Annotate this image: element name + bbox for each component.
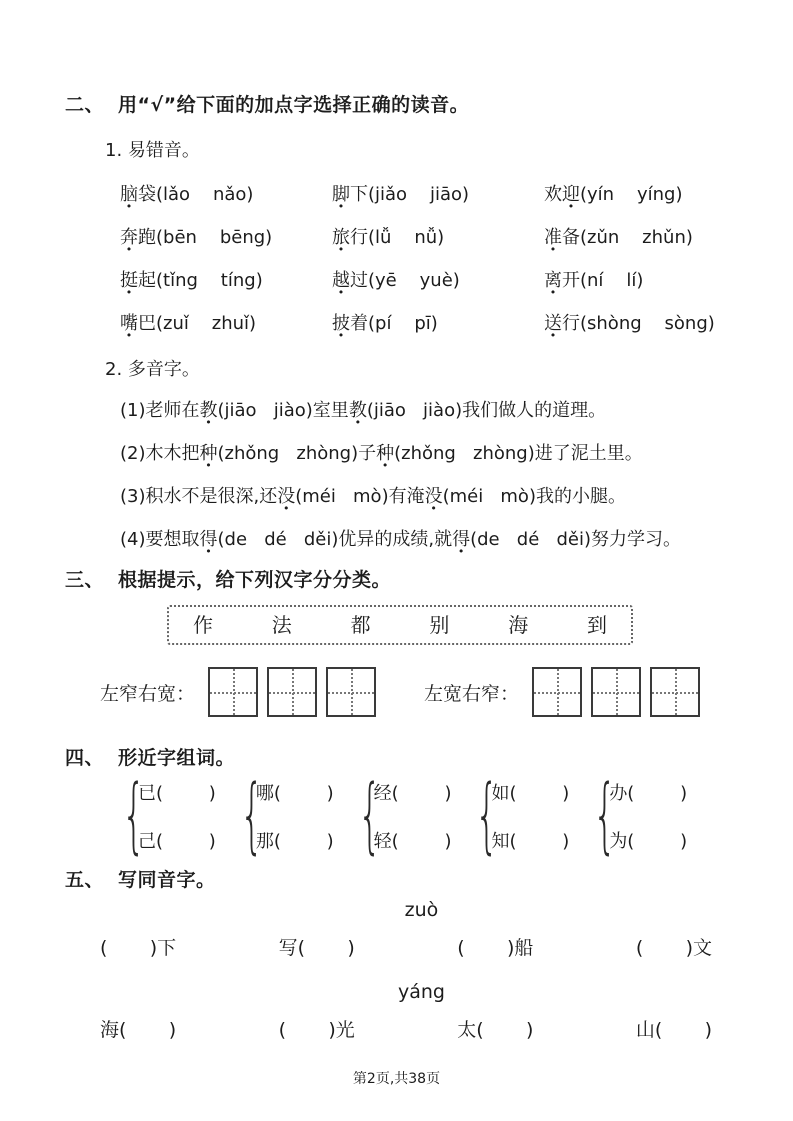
text-run: 着(pí pī) xyxy=(350,313,438,334)
homophone-blank: 海( ) xyxy=(100,1019,177,1041)
homophone-row-1 xyxy=(100,935,712,961)
pronunciation-item xyxy=(120,182,332,208)
text-run: 备(zǔn zhǔn) xyxy=(562,227,693,248)
sentence xyxy=(120,432,728,475)
pronunciation-item xyxy=(544,182,728,208)
similar-character-pairs xyxy=(122,768,728,863)
homophone-blank: 山( ) xyxy=(635,1019,712,1041)
text-run: 下(jiǎo jiāo) xyxy=(350,184,470,205)
writing-grid-cell xyxy=(326,667,376,717)
dotted-character: 送 xyxy=(544,313,562,334)
text-run: (jiāo jiào)室里 xyxy=(217,400,349,421)
homophone-blank: ( )光 xyxy=(278,1019,355,1041)
text-run: (zhǒng zhòng)进了泥土里。 xyxy=(394,443,643,464)
pronunciation-item xyxy=(544,225,728,251)
dotted-character: 旅 xyxy=(332,227,350,248)
brace-icon: { xyxy=(593,768,617,863)
pair-word-blank: 经( ) xyxy=(373,783,452,804)
text-run: 袋(lǎo nǎo) xyxy=(138,184,254,205)
text-run: (zhǒng zhòng)子 xyxy=(217,443,377,464)
section-3-number: 三、 xyxy=(65,569,105,591)
similar-char-pair xyxy=(593,768,688,863)
section-3-title: 根据提示，给下列汉字分分类。 xyxy=(118,569,392,591)
dotted-character: 种 xyxy=(199,443,218,464)
section-3-heading xyxy=(65,567,728,593)
dotted-character: 脑 xyxy=(120,184,138,205)
pair-word-blank: 己( ) xyxy=(138,831,216,852)
box-character: 海 xyxy=(508,613,529,637)
dotted-character: 没 xyxy=(424,486,443,507)
dotted-character: 脚 xyxy=(332,184,350,205)
writing-grid-cell xyxy=(591,667,641,717)
pronunciation-item xyxy=(332,311,544,337)
dotted-character: 挺 xyxy=(120,270,138,291)
pronunciation-item xyxy=(544,311,728,337)
left-wide-label: 左宽右窄： xyxy=(424,682,520,705)
section-4-title: 形近字组词。 xyxy=(118,747,236,769)
text-run: 欢 xyxy=(544,184,562,205)
text-run: (méi mò)有淹 xyxy=(295,486,425,507)
text-run: 过(yē yuè) xyxy=(350,270,460,291)
similar-char-pair xyxy=(475,768,570,863)
dotted-character: 教 xyxy=(348,400,367,421)
pronunciation-item xyxy=(544,268,728,294)
text-run: (4)要想取 xyxy=(120,529,200,550)
section-2-title: 用“√”给下面的加点字选择正确的读音。 xyxy=(118,94,470,116)
pinyin-label-zuo: zuò xyxy=(404,899,439,921)
dotted-character: 离 xyxy=(544,270,562,291)
dotted-character: 没 xyxy=(277,486,296,507)
sub-heading-1: 1. 易错音。 xyxy=(105,140,200,161)
text-run: (2)木木把 xyxy=(120,443,200,464)
pronunciation-item xyxy=(120,225,332,251)
text-run: 起(tǐng tíng) xyxy=(138,270,263,291)
dotted-character: 准 xyxy=(544,227,562,248)
pronunciation-item xyxy=(332,268,544,294)
character-box xyxy=(167,605,633,645)
sentence xyxy=(120,518,728,561)
sentence xyxy=(120,475,728,518)
pronunciation-grid xyxy=(120,182,728,337)
box-character: 作 xyxy=(193,613,213,637)
text-run: (méi mò)我的小腿。 xyxy=(442,486,626,507)
text-run: 巴(zuǐ zhuǐ) xyxy=(138,313,257,334)
brace-icon: { xyxy=(122,768,146,863)
pair-word-blank: 轻( ) xyxy=(373,831,452,852)
text-run: (jiāo jiào)我们做人的道理。 xyxy=(366,400,607,421)
text-run: 跑(bēn bēng) xyxy=(138,227,273,248)
box-character: 别 xyxy=(429,613,450,637)
text-run: 行(shòng sòng) xyxy=(562,313,715,334)
dotted-character: 奔 xyxy=(120,227,138,248)
polyphone-sentences xyxy=(120,389,728,561)
text-run: 开(ní lí) xyxy=(562,270,644,291)
text-run: 行(lǚ nǚ) xyxy=(350,227,445,248)
text-run: (3)积水不是很深,还 xyxy=(120,486,278,507)
dotted-character: 得 xyxy=(199,529,218,550)
page-number-footer: 第2页,共38页 xyxy=(352,1071,441,1087)
classification-row xyxy=(100,667,728,717)
dotted-character: 披 xyxy=(332,313,350,334)
section-4-heading xyxy=(65,745,728,771)
dotted-character: 嘴 xyxy=(120,313,138,334)
section-2-number: 二、 xyxy=(65,94,105,116)
pair-word-blank: 那( ) xyxy=(255,831,334,852)
pronunciation-item xyxy=(332,225,544,251)
pair-word-blank: 已( ) xyxy=(138,783,216,804)
pronunciation-item xyxy=(120,268,332,294)
writing-grid-cell xyxy=(208,667,258,717)
pair-word-blank: 为( ) xyxy=(609,831,688,852)
homophone-row-2 xyxy=(100,1017,712,1043)
text-run: (de dé děi)优异的成绩,就 xyxy=(217,529,453,550)
dotted-character: 越 xyxy=(332,270,350,291)
section-5-number: 五、 xyxy=(65,869,105,891)
similar-char-pair xyxy=(239,768,334,863)
section-5-heading xyxy=(65,867,728,893)
dotted-character: 教 xyxy=(199,400,218,421)
writing-grid-cell xyxy=(267,667,317,717)
dotted-character: 迎 xyxy=(562,184,580,205)
brace-icon: { xyxy=(475,768,500,863)
pair-word-blank: 如( ) xyxy=(491,783,570,804)
section-5-title: 写同音字。 xyxy=(118,869,216,891)
pronunciation-item xyxy=(332,182,544,208)
sub-heading-2: 2. 多音字。 xyxy=(105,359,200,380)
dotted-character: 种 xyxy=(376,443,395,464)
box-character: 到 xyxy=(586,613,607,637)
homophone-blank: ( )船 xyxy=(457,937,534,959)
box-character: 法 xyxy=(271,613,292,637)
homophone-blank: ( )文 xyxy=(635,937,712,959)
section-2-heading xyxy=(65,92,728,118)
brace-icon: { xyxy=(357,768,382,863)
text-run: (1)老师在 xyxy=(120,400,200,421)
homophone-blank: 太( ) xyxy=(457,1019,534,1041)
text-run: (de dé děi)努力学习。 xyxy=(470,529,681,550)
brace-icon: { xyxy=(239,768,264,863)
left-narrow-label: 左窄右宽： xyxy=(100,682,196,705)
pair-word-blank: 哪( ) xyxy=(255,783,334,804)
pair-word-blank: 知( ) xyxy=(491,831,570,852)
similar-char-pair xyxy=(357,768,452,863)
pinyin-label-yang: yáng xyxy=(398,981,445,1003)
homophone-blank: ( )下 xyxy=(100,937,177,959)
pronunciation-item xyxy=(120,311,332,337)
writing-grid-cell xyxy=(650,667,700,717)
box-character: 都 xyxy=(350,613,371,637)
similar-char-pair xyxy=(122,768,216,863)
section-4-number: 四、 xyxy=(65,747,105,769)
dotted-character: 得 xyxy=(452,529,471,550)
pair-word-blank: 办( ) xyxy=(609,783,688,804)
sentence xyxy=(120,389,728,432)
text-run: (yín yíng) xyxy=(580,184,683,205)
homophone-blank: 写( ) xyxy=(278,937,355,959)
writing-grid-cell xyxy=(532,667,582,717)
